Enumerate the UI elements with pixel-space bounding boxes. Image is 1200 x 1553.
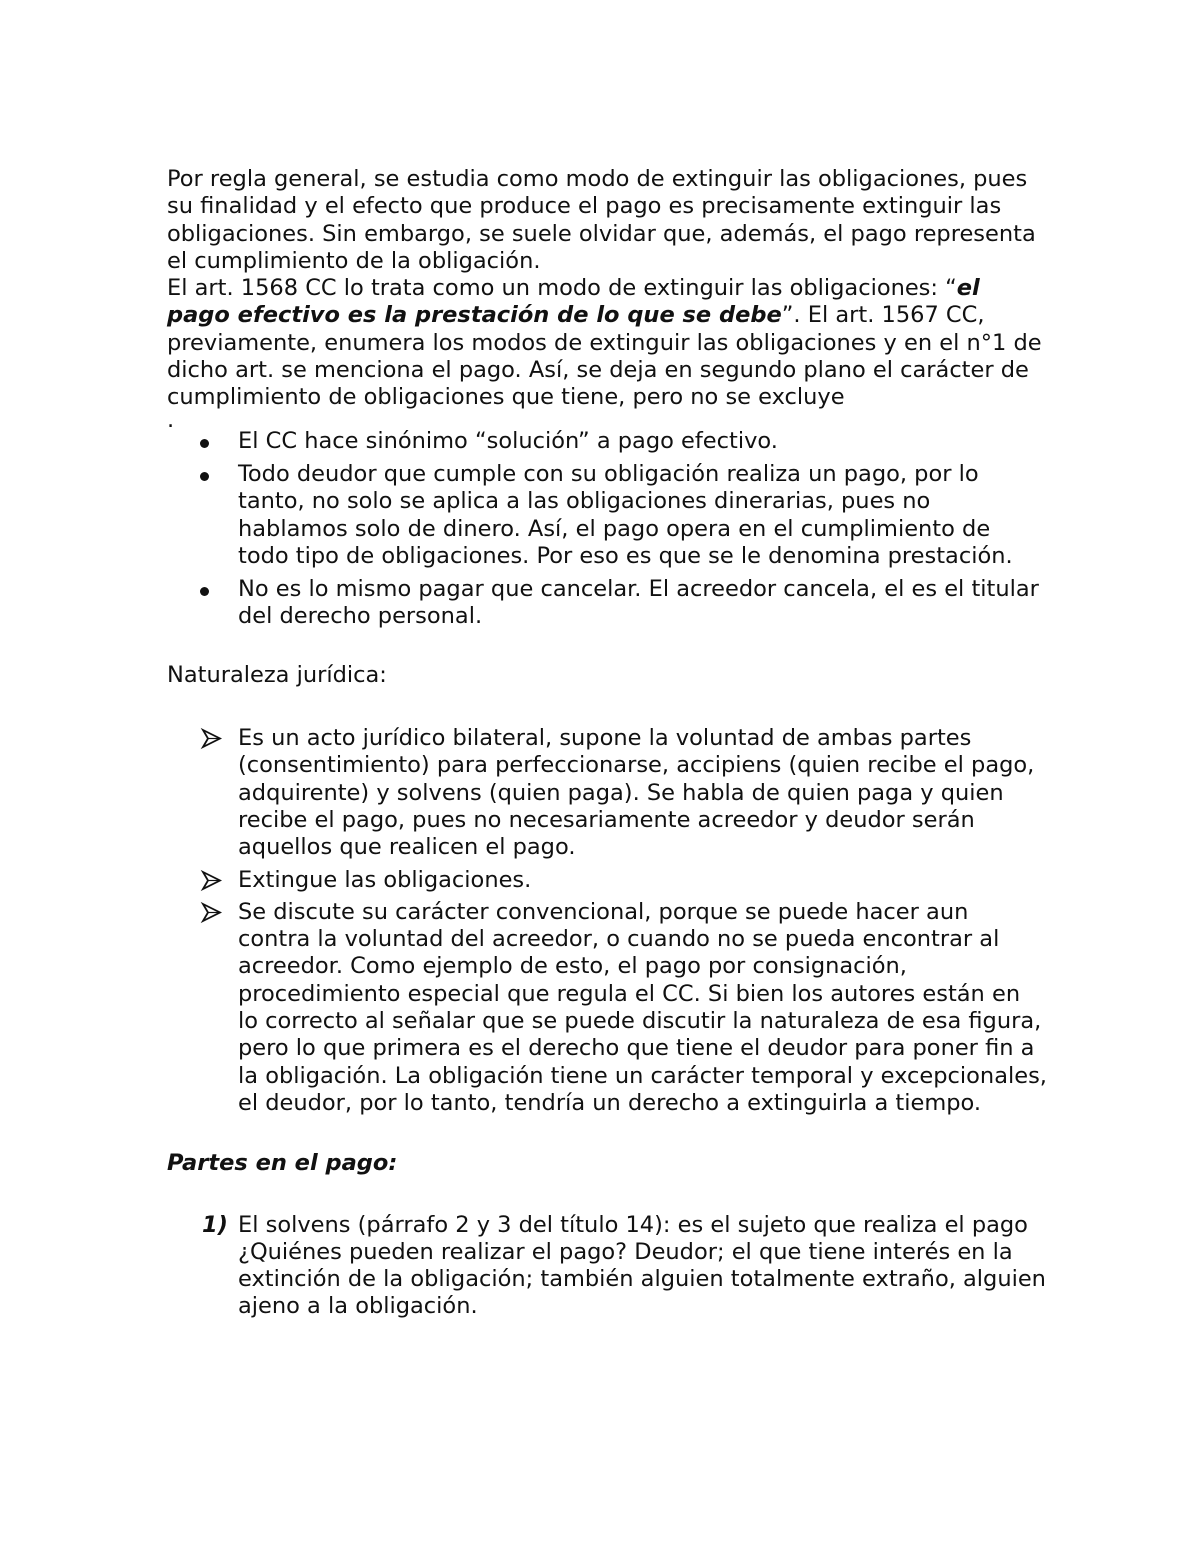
article-paragraph bbox=[167, 275, 1047, 411]
list-item bbox=[167, 461, 1047, 570]
list-item bbox=[167, 576, 1047, 631]
list-item bbox=[167, 1212, 1047, 1321]
arrow-item-text: Extingue las obligaciones. bbox=[238, 866, 532, 893]
bullet-icon bbox=[200, 439, 209, 448]
arrowhead-icon bbox=[200, 725, 224, 752]
arrowhead-icon bbox=[200, 867, 224, 894]
article-text-before: El art. 1568 CC lo trata como un modo de extinguir las obligaciones: “ bbox=[167, 275, 957, 302]
arrowhead-icon bbox=[200, 899, 224, 926]
article-quote: el pago efectivo es la prestación de lo que se debe bbox=[167, 275, 980, 329]
intro-paragraph: Por regla general, se estudia como modo de extinguir las obligaciones, pues su finalidad y el efecto que produce el pago es precisamente extinguir las obligaciones. Sin embargo, se suele olvidar que, además, el pago representa el cumplimiento de la obligación. bbox=[167, 166, 1036, 274]
arrow-item-text: Se discute su carácter convencional, porque se puede hacer aun contra la voluntad del acreedor, o cuando no se pueda encontrar al acreedor. Como ejemplo de esto, el pago por consignación, procedimiento especial que regula el CC. Si bien los autores están en lo correcto al señalar que se puede discutir la naturaleza de esa figura, pero lo que primera es el derecho que tiene el deudor para poner fin a la obligación. La obligación tiene un carácter temporal y excepcionales, el deudor, por lo tanto, tendría un derecho a extinguirla a tiempo. bbox=[238, 898, 1047, 1116]
list-item bbox=[167, 867, 1047, 894]
section-heading-naturaleza: Naturaleza jurídica: bbox=[167, 661, 387, 688]
bullet-icon bbox=[200, 587, 209, 596]
article-text-after: ”. El art. 1567 CC, previamente, enumera los modos de extinguir las obligaciones y en el n°1 de dicho art. se menciona el pago. Así, se deja en segundo plano el carácter de cumplimiento de obligaciones que tiene, pero no se excluye bbox=[167, 302, 1042, 411]
stray-dot: . bbox=[167, 406, 175, 433]
numbered-item-text: El solvens (párrafo 2 y 3 del título 14): es el sujeto que realiza el pago ¿Quiénes pueden realizar el pago? Deudor; el que tiene interés en la extinción de la obligación; también alguien totalmente extraño, alguien ajeno a la obligación. bbox=[238, 1211, 1046, 1320]
bullet-text: Todo deudor que cumple con su obligación realiza un pago, por lo tanto, no solo se aplica a las obligaciones dinerarias, pues no hablamos solo de dinero. Así, el pago opera en el cumplimiento de todo tipo de obligaciones. Por eso es que se le denomina prestación. bbox=[238, 460, 1013, 569]
item-number: 1) bbox=[202, 1211, 228, 1238]
list-item bbox=[167, 899, 1047, 1117]
list-item bbox=[167, 428, 1047, 455]
bullet-list bbox=[167, 428, 1047, 631]
section-heading-partes: Partes en el pago: bbox=[167, 1150, 398, 1177]
list-item bbox=[167, 725, 1047, 861]
bullet-icon bbox=[200, 472, 209, 481]
bullet-text: El CC hace sinónimo “solución” a pago efectivo. bbox=[238, 427, 778, 454]
arrow-list bbox=[167, 725, 1047, 1117]
numbered-list bbox=[167, 1212, 1047, 1321]
document-page bbox=[167, 166, 1047, 1321]
bullet-text: No es lo mismo pagar que cancelar. El acreedor cancela, el es el titular del derecho personal. bbox=[238, 576, 1039, 630]
arrow-item-text: Es un acto jurídico bilateral, supone la voluntad de ambas partes (consentimiento) para perfeccionarse, accipiens (quien recibe el pago, adquirente) y solvens (quien paga). Se habla de quien paga y quien recibe el pago, pues no necesariamente acreedor y deudor serán aquellos que realicen el pago. bbox=[238, 725, 1035, 861]
